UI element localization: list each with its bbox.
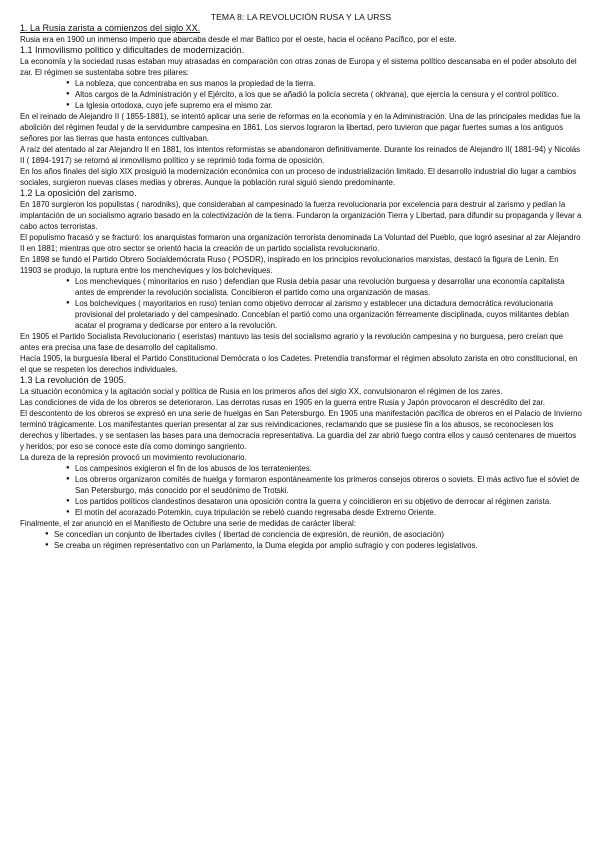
- list-item: ● La Iglesia ortodoxa, cuyo jefe supremo era el mismo zar.: [20, 100, 582, 111]
- list-item: ● La nobleza, que concentraba en sus manos la propiedad de la tierra.: [20, 78, 582, 89]
- list-item: ● Los bolcheviques ( mayoritarios en ruso) tenían como objetivo derrocar al zarismo y establecer una dictadura democrática revolucionaria provisional del proletariado y del campesinado. Concebían el partió como una organización férreamente disciplinada, cuyos militantes debían acatar el programa y dedicarse por entero a la revolución.: [20, 298, 582, 331]
- section-heading-1-2: 1.2 La oposición del zarismo.: [20, 188, 137, 198]
- paragraph: Las condiciones de vida de los obreros se deterioraron. Las derrotas rusas en 1905 en la guerra entre Rusia y Japón provocaron el descrédito del zar.: [20, 398, 546, 407]
- list-item: ● Altos cargos de la Administración y el Ejército, a los que se añadió la policía secreta ( okhrana), que ejercía la censura y el control político.: [20, 89, 582, 100]
- movement-list: [20, 463, 582, 518]
- paragraph: La economía y la sociedad rusas estaban muy atrasadas en comparación con otras zonas de Europa y el sistema político descansaba en el poder absoluto del zar. El régimen se sustentaba sobre tres pilares:: [20, 57, 577, 77]
- document-title: TEMA 8: LA REVOLUCIÓN RUSA Y LA URSS: [210, 12, 392, 22]
- section-heading-1: 1. La Rusia zarista a comienzos del siglo XX.: [20, 23, 201, 33]
- list-item: ● Los mencheviques ( minoritarios en ruso ) defendían que Rusia debía pasar una revolución burguesa y desarrollar una economía capitalista antes de emprender la revolución socialista. Concibieron el partido como una organización de masas.: [20, 276, 582, 298]
- factions-list: [20, 276, 582, 331]
- paragraph: En 1898 se fundó el Partido Obrero Socialdemócrata Ruso ( POSDR), inspirado en los principios revolucionarios marxistas, destacó la figura de Lenin. En 11903 se produjo, la ruptura entre los mencheviques y los bolcheviques.: [20, 255, 559, 275]
- paragraph: Rusia era en 1900 un inmenso imperio que abarcaba desde el mar Baltico por el oeste, hacia el océano Pacífico, por el este.: [20, 35, 457, 44]
- paragraph: En los años finales del siglo XIX prosiguió la modernización económica con un proceso de industrialización limitado. El desarrollo industrial dio lugar a cambios sociales, surgieron nuevas clases medias y obreras. Aunque la población rural siguió siendo predominante.: [20, 167, 577, 187]
- paragraph: A raíz del atentado al zar Alejandro II en 1881, los intentos reformistas se abandonaron definitivamente. Durante los reinados de Alejandro II( 1881-94) y Nicolás II ( 1894-1917) se retornó al inmovilismo político y se reprimió toda forma de oposición.: [20, 145, 581, 165]
- paragraph: En 1905 el Partido Socialista Revolucionario ( eseristas) mantuvo las tesis del socialismo agrario y la revolución campesina y no burguesa, pero creían que antes era precisa una fase de desarrollo del capitalismo.: [20, 332, 563, 352]
- pillars-list: [20, 78, 582, 111]
- paragraph: El populismo fracasó y se fracturó: los anarquistas formaron una organización terrorista denominada La Voluntad del Pueblo, que logró asesinar al zar Alejandro II en 1881; mientras que otro sector se orientó hacia la creación de un partido socialista revolucionario.: [20, 233, 581, 253]
- section-heading-1-1: 1.1 Inmovilismo político y dificultades de modernización.: [20, 45, 245, 55]
- measures-list: [20, 529, 582, 551]
- list-item: ● Los partidos políticos clandestinos desataron una oposición contra la guerra y coincidieron en su objetivo de derrocar al régimen zarista.: [20, 496, 582, 507]
- list-item: ● Los campesinos exigieron el fin de los abusos de los terratenientes.: [20, 463, 582, 474]
- list-item: ● Los obreros organizaron comités de huelga y formaron espontáneamente los primeros consejos obreros o soviets. El más activo fue el sóviet de San Petersburgo, más conocido por el seudónimo de Trotski.: [20, 474, 582, 496]
- paragraph: En el reinado de Alejandro II ( 1855-1881), se intentó aplicar una serie de reformas en la economía y en la Administración. Una de las principales medidas fue la abolición del régimen feudal y de la servidumbre campesina en 1861. Los siervos lograron la libertad, pero tuvieron que pagar fuertes sumas a los antiguos señores por las tierras que hasta entonces cultivaban.: [20, 112, 581, 143]
- section-heading-1-3: 1.3 La revolución de 1905.: [20, 375, 127, 385]
- paragraph: La dureza de la represión provocó un movimiento revolucionario.: [20, 453, 247, 462]
- paragraph: En 1870 surgieron los populistas ( narodniks), que consideraban al campesinado la fuerza revolucionaria por excelencia para destruir al zarismo y pedían la implantación de un socialismo agrario basado en la colectivización de la tierra. Fundaron la organización Tierra y Libertad, para difundir su propaganda y llevar a cabo actos terroristas.: [20, 200, 582, 231]
- list-item: ● El motín del acorazado Potemkin, cuya tripulación se rebeló cuando regresaba desde Extremo Oriente.: [20, 507, 582, 518]
- list-item: ● Se concedían un conjunto de libertades civiles ( libertad de conciencia de expresión, de reunión, de asociación): [20, 529, 582, 540]
- paragraph: Hacía 1905, la burguesía liberal el Partido Constitucional Demócrata o los Cadetes. Pretendía transformar el régimen absoluto zarista en otro constitucional, en el que se respeten los derechos individuales.: [20, 354, 578, 374]
- paragraph: Finalmente, el zar anunció en el Manifiesto de Octubre una serie de medidas de carácter liberal:: [20, 519, 356, 528]
- paragraph: La situación económica y la agitación social y política de Rusia en los primeros años del siglo XX, convulsionaron el régimen de los zares.: [20, 387, 503, 396]
- paragraph: El descontento de los obreros se expresó en una serie de huelgas en San Petersburgo. En 1905 una manifestación pacífica de obreros en el Palacio de Invierno terminó trágicamente. Los manifestantes querían presentar al zar sus reivindicaciones, reclamando que se pusiese fin a los abusos, se reconociesen los derechos y libertades, y se sentasen las bases para una democracia representativa. La guardia del zar abrió fuego contra ellos y causó centenares de muertos y heridos; por eso se conoce este día como domingo sangriento.: [20, 409, 582, 451]
- list-item: ● Se creaba un régimen representativo con un Parlamento, la Duma elegida por amplio sufragio y con poderes legislativos.: [20, 540, 582, 551]
